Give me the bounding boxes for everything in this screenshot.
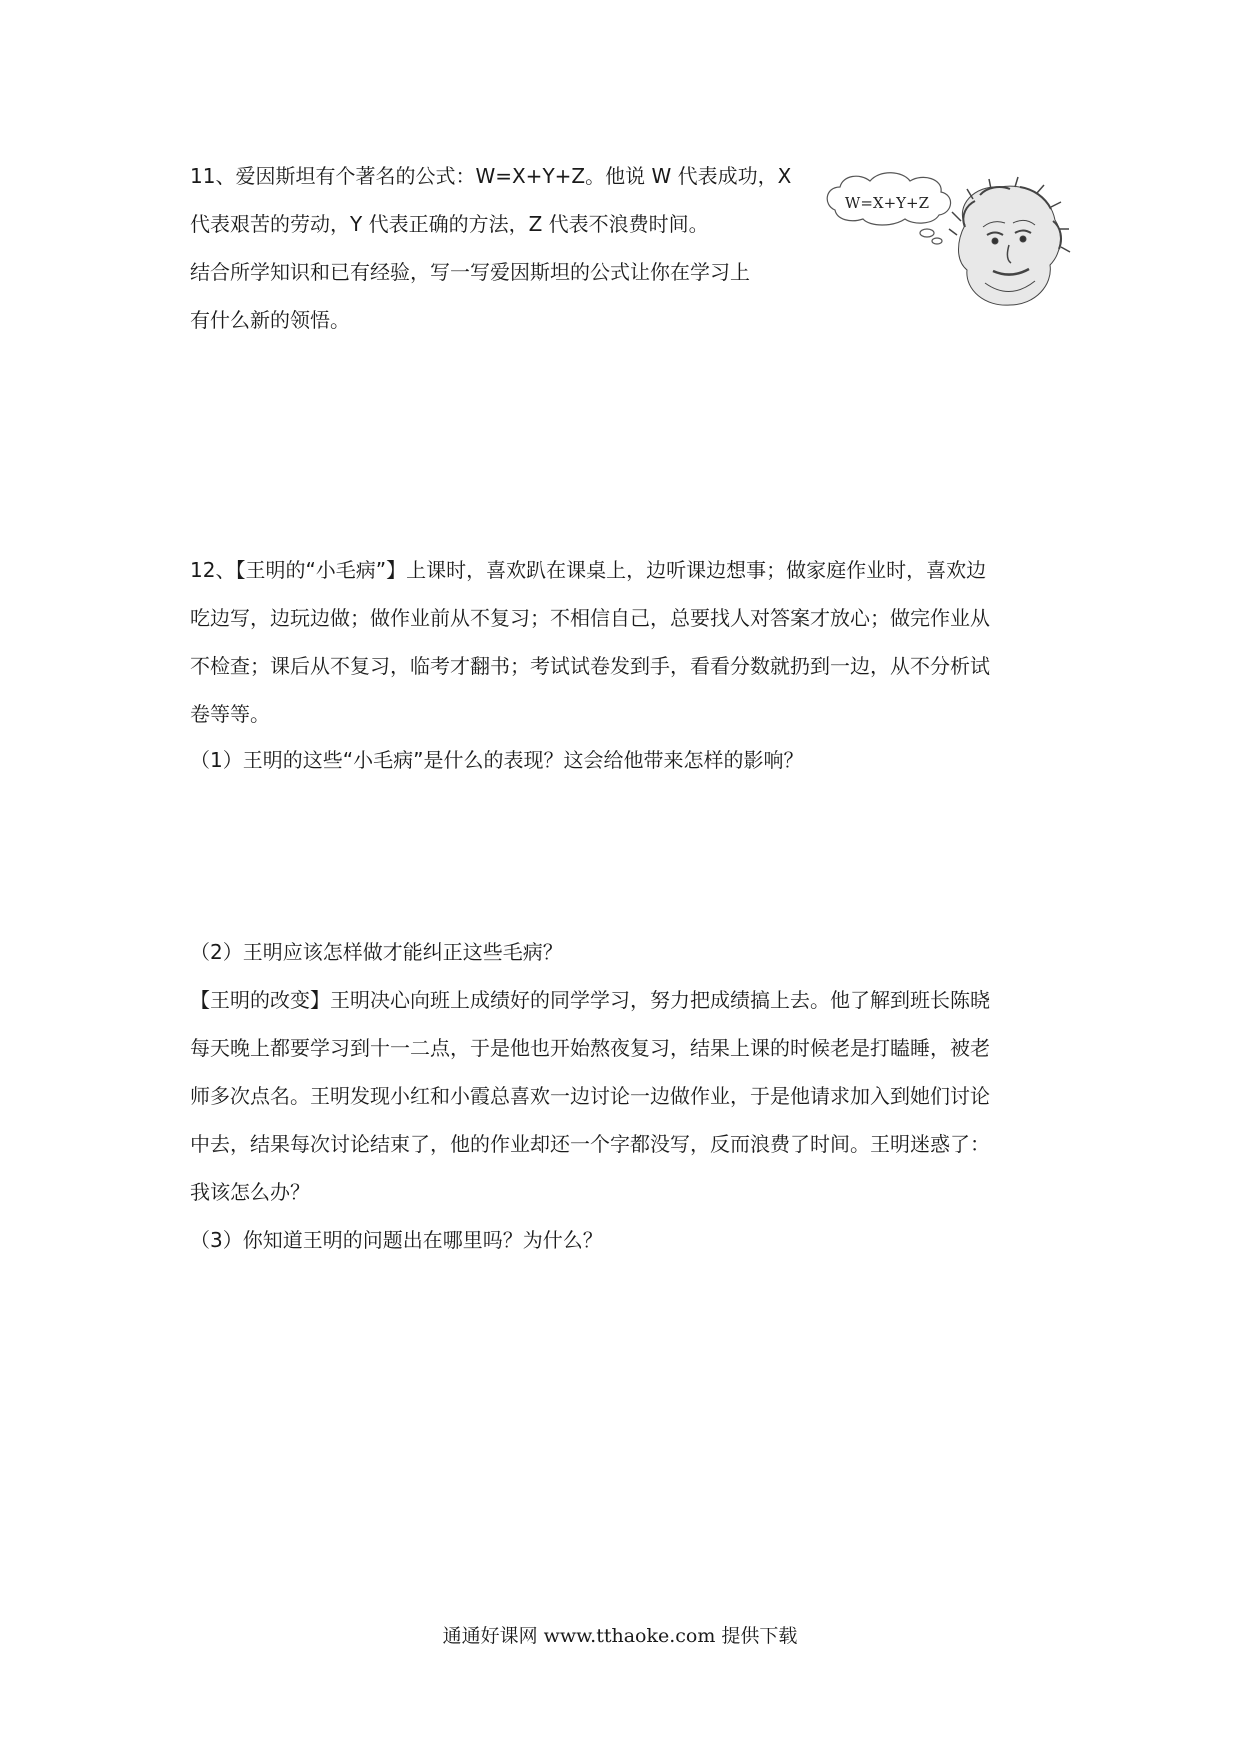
q12-sub-question-2: （2）王明应该怎样做才能纠正这些毛病？ — [190, 940, 563, 964]
q12-change-line-4: 中去，结果每次讨论结束了，他的作业却还一个字都没写，反而浪费了时间。王明迷惑了： — [190, 1132, 990, 1156]
q11-line-1: 11、爱因斯坦有个著名的公式：W=X+Y+Z。他说 W 代表成功，X — [190, 164, 792, 188]
q12-change-line-3: 师多次点名。王明发现小红和小霞总喜欢一边讨论一边做作业，于是他请求加入到她们讨论 — [190, 1084, 990, 1108]
q12-story-line-1: 12、【王明的“小毛病”】上课时，喜欢趴在课桌上，边听课边想事；做家庭作业时，喜欢边 — [190, 558, 987, 582]
q12-sub-question-3: （3）你知道王明的问题出在哪里吗？为什么？ — [190, 1228, 603, 1252]
bubble-formula: W=X+Y+Z — [844, 194, 930, 212]
q11-line-2: 代表艰苦的劳动，Y 代表正确的方法，Z 代表不浪费时间。 — [190, 212, 709, 236]
q11-line-3: 结合所学知识和已有经验，写一写爱因斯坦的公式让你在学习上 — [190, 260, 750, 284]
page-footer: 通通好课网 www.tthaoke.com 提供下载 — [442, 1625, 798, 1647]
q12-sub-question-1: （1）王明的这些“小毛病”是什么的表现？这会给他带来怎样的影响？ — [190, 748, 804, 772]
q11-line-4: 有什么新的领悟。 — [190, 308, 350, 332]
einstein-portrait — [949, 177, 1070, 305]
q12-story-line-4: 卷等等。 — [190, 702, 270, 726]
q12-story-line-2: 吃边写，边玩边做；做作业前从不复习；不相信自己，总要找人对答案才放心；做完作业从 — [190, 606, 990, 630]
q12-change-line-1: 【王明的改变】王明决心向班上成绩好的同学学习，努力把成绩搞上去。他了解到班长陈晓 — [190, 988, 990, 1012]
q12-change-line-2: 每天晚上都要学习到十一二点，于是他也开始熬夜复习，结果上课的时候老是打瞌睡，被老 — [190, 1036, 990, 1060]
q12-change-line-5: 我该怎么办？ — [190, 1180, 310, 1204]
q12-story-line-3: 不检查；课后从不复习，临考才翻书；考试试卷发到手，看看分数就扔到一边，从不分析试 — [190, 654, 990, 678]
einstein-thought-bubble-illustration — [815, 165, 1075, 315]
